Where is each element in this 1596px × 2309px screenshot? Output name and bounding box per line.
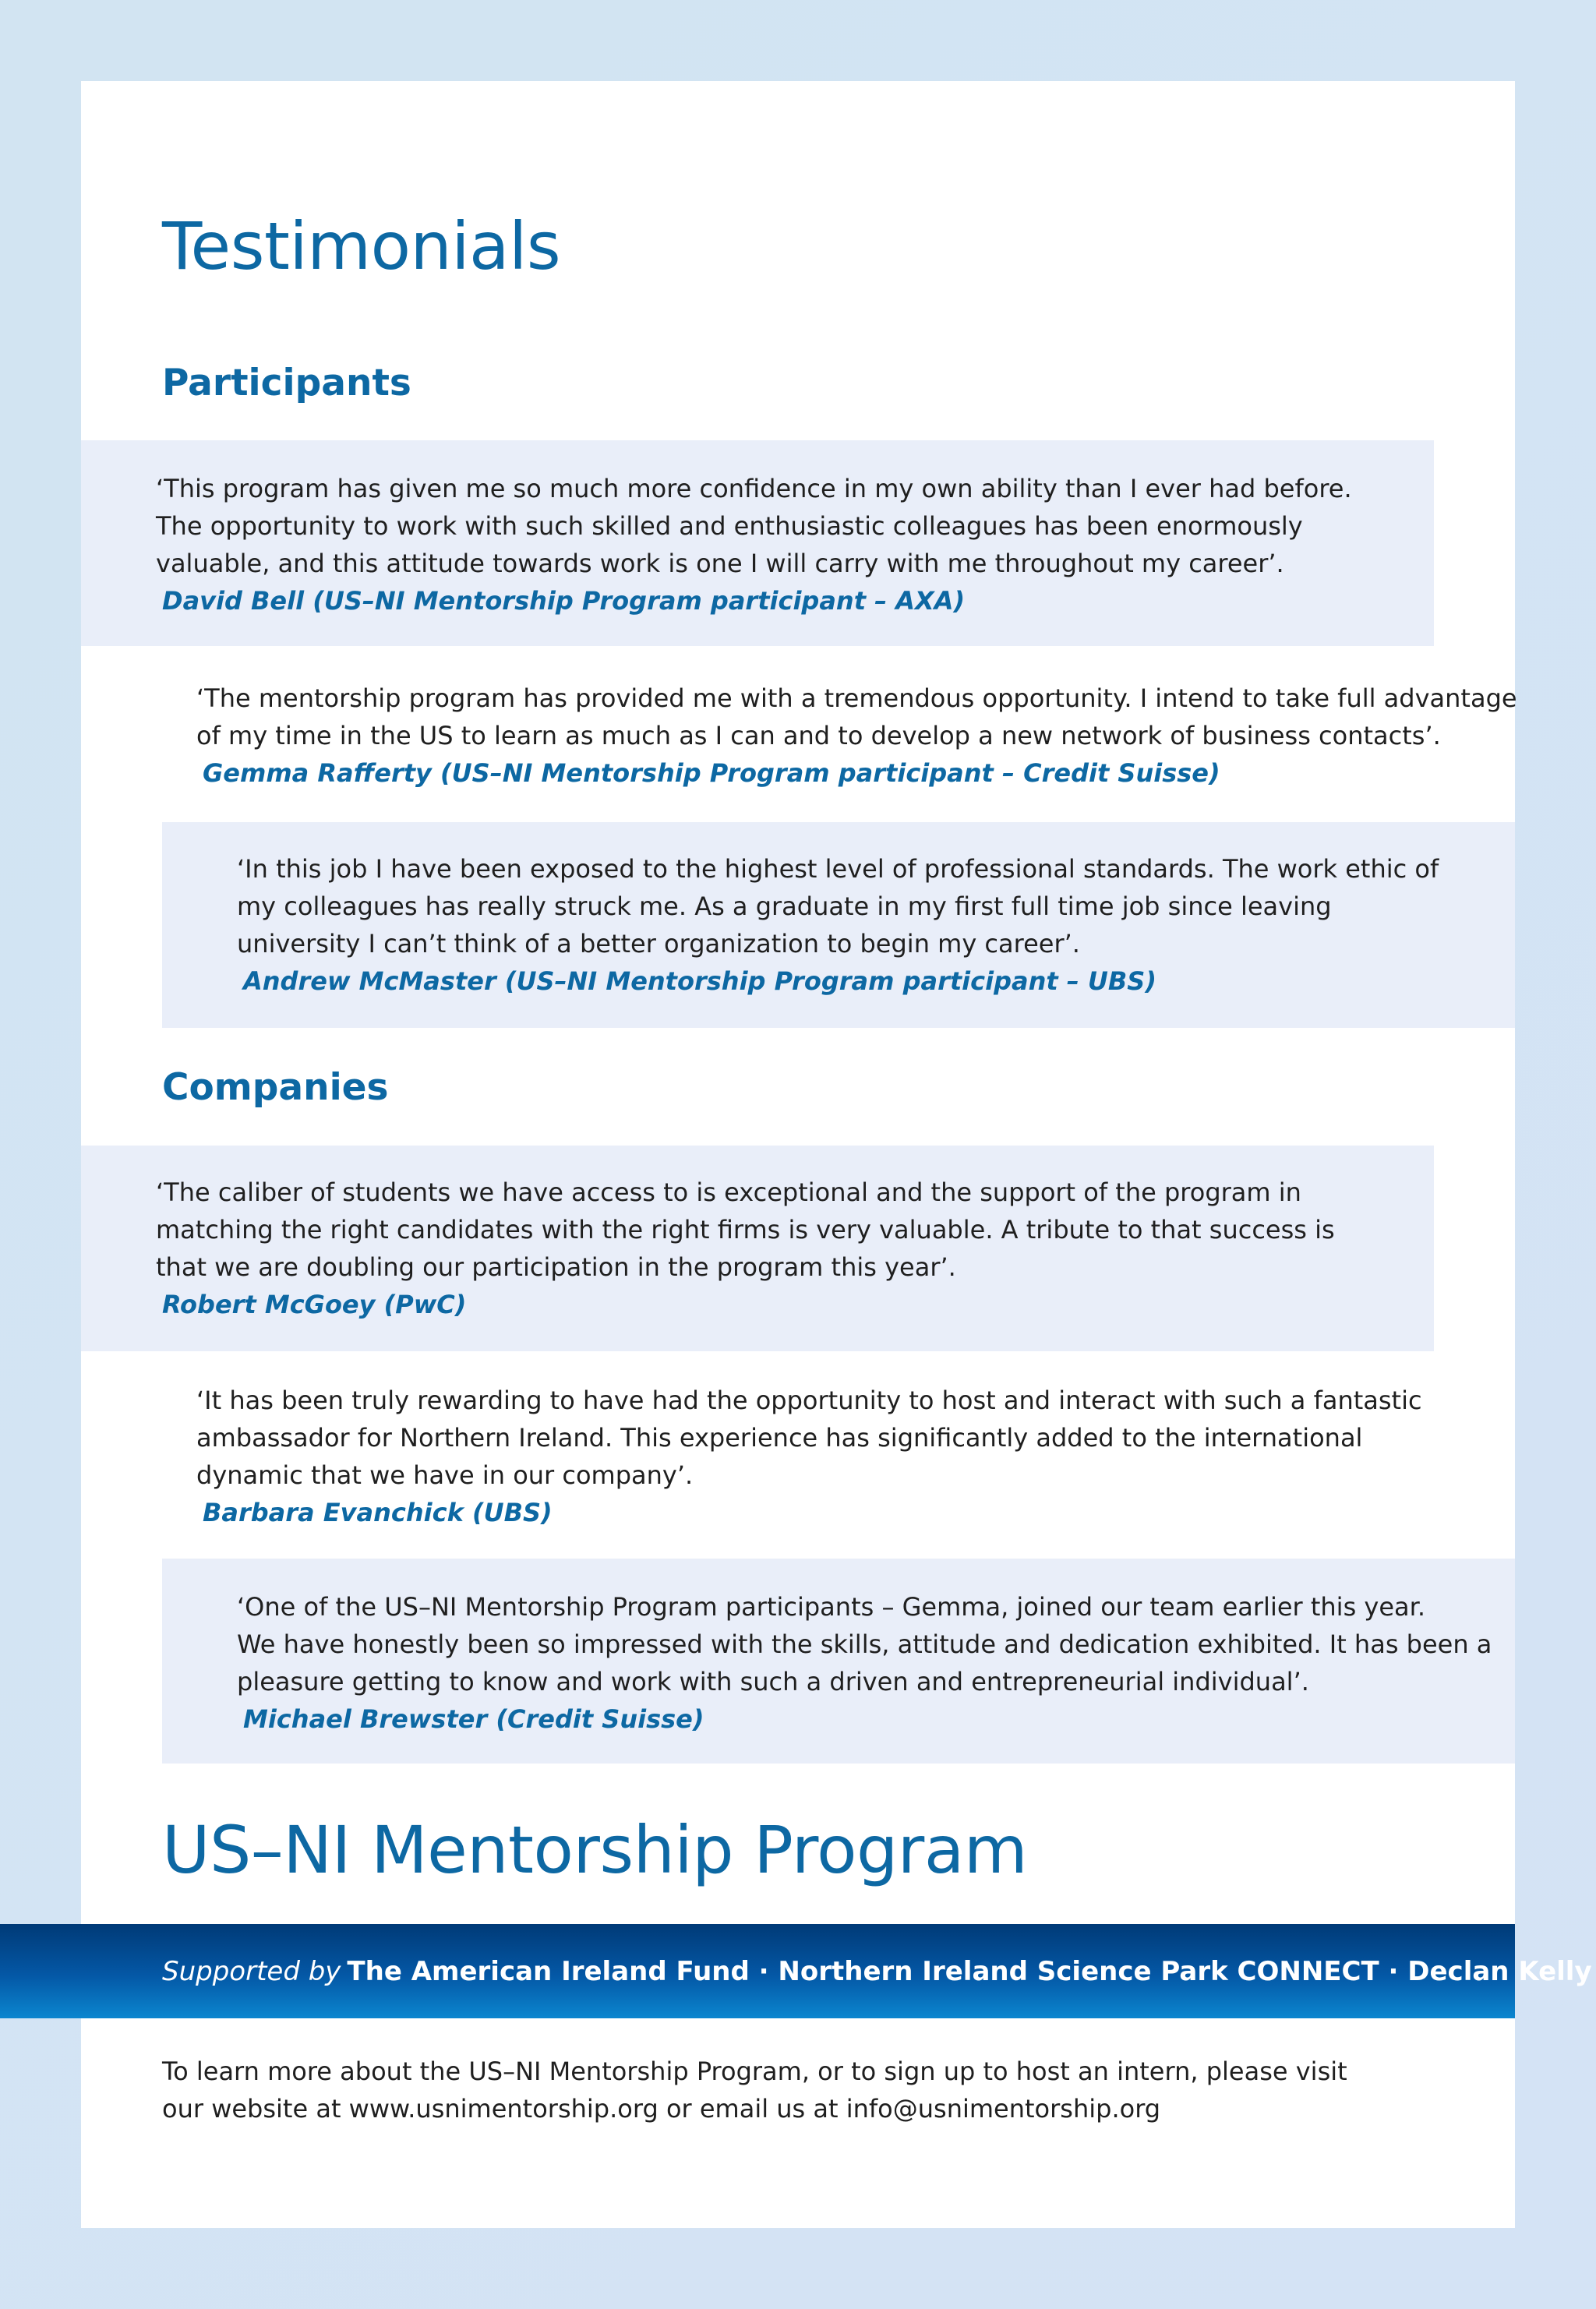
quote-attribution: Gemma Rafferty (US–NI Mentorship Program participant – Credit Suisse) [203,758,1220,788]
quote-attribution: Michael Brewster (Credit Suisse) [243,1704,704,1734]
quote-text: ‘One of the US–NI Mentorship Program participants – Gemma, joined our team earlier this year. We have honestly been so impressed with the skills, attitude and dedication exhibited. It has been a pleasure getting to know and work with such a driven and entrepreneurial individual’. [237,1592,1492,1696]
testimonial-quote [156,470,1352,620]
quote-attribution: David Bell (US–NI Mentorship Program participant – AXA) [162,586,966,616]
quote-attribution: Robert McGoey (PwC) [162,1290,467,1319]
quote-text: ‘This program has given me so much more confidence in my own ability than I ever had before. The opportunity to work with such skilled and enthusiastic colleagues has been enormously valuable, and this attitude towards work is one I will carry with me throughout my career’. [156,474,1352,578]
testimonial-quote [196,680,1517,792]
quote-attribution: Barbara Evanchick (UBS) [203,1498,553,1527]
support-prefix: Supported by [162,1955,341,1987]
section-heading-companies: Companies [162,1066,389,1109]
support-banner [0,1924,1592,2018]
page-title: Testimonials [162,208,561,284]
support-line [162,1924,1592,2018]
quote-text: ‘It has been truly rewarding to have had the opportunity to host and interact with such a fantastic ambassador for Northern Ireland. This experience has significantly added to the international dynamic that we have in our company’. [196,1386,1422,1490]
support-organizations: The American Ireland Fund · Northern Ireland Science Park CONNECT · Declan Kelly [347,1955,1592,1987]
testimonial-quote [237,1588,1492,1738]
testimonial-quote [156,1174,1335,1323]
footer-contact-text: To learn more about the US–NI Mentorship Program, or to sign up to host an intern, please visit our website at www.usnimentorship.org or email us at info@usnimentorship.org [162,2057,1347,2124]
program-title: US–NI Mentorship Program [162,1812,1028,1888]
testimonial-quote [196,1382,1422,1531]
quote-text: ‘The mentorship program has provided me with a tremendous opportunity. I intend to take full advantage of my time in the US to learn as much as I can and to develop a new network of business contacts’. [196,683,1517,750]
quote-text: ‘In this job I have been exposed to the highest level of professional standards. The work ethic of my colleagues has really struck me. As a graduate in my first full time job since leaving university I can’t think of a better organization to begin my career’. [237,854,1439,959]
quote-attribution: Andrew McMaster (US–NI Mentorship Program participant – UBS) [243,966,1156,996]
section-heading-participants: Participants [162,362,411,404]
testimonial-quote [237,850,1439,1000]
quote-text: ‘The caliber of students we have access to is exceptional and the support of the program in matching the right candidates with the right firms is very valuable. A tribute to that success is that we are doubling our participation in the program this year’. [156,1177,1335,1282]
